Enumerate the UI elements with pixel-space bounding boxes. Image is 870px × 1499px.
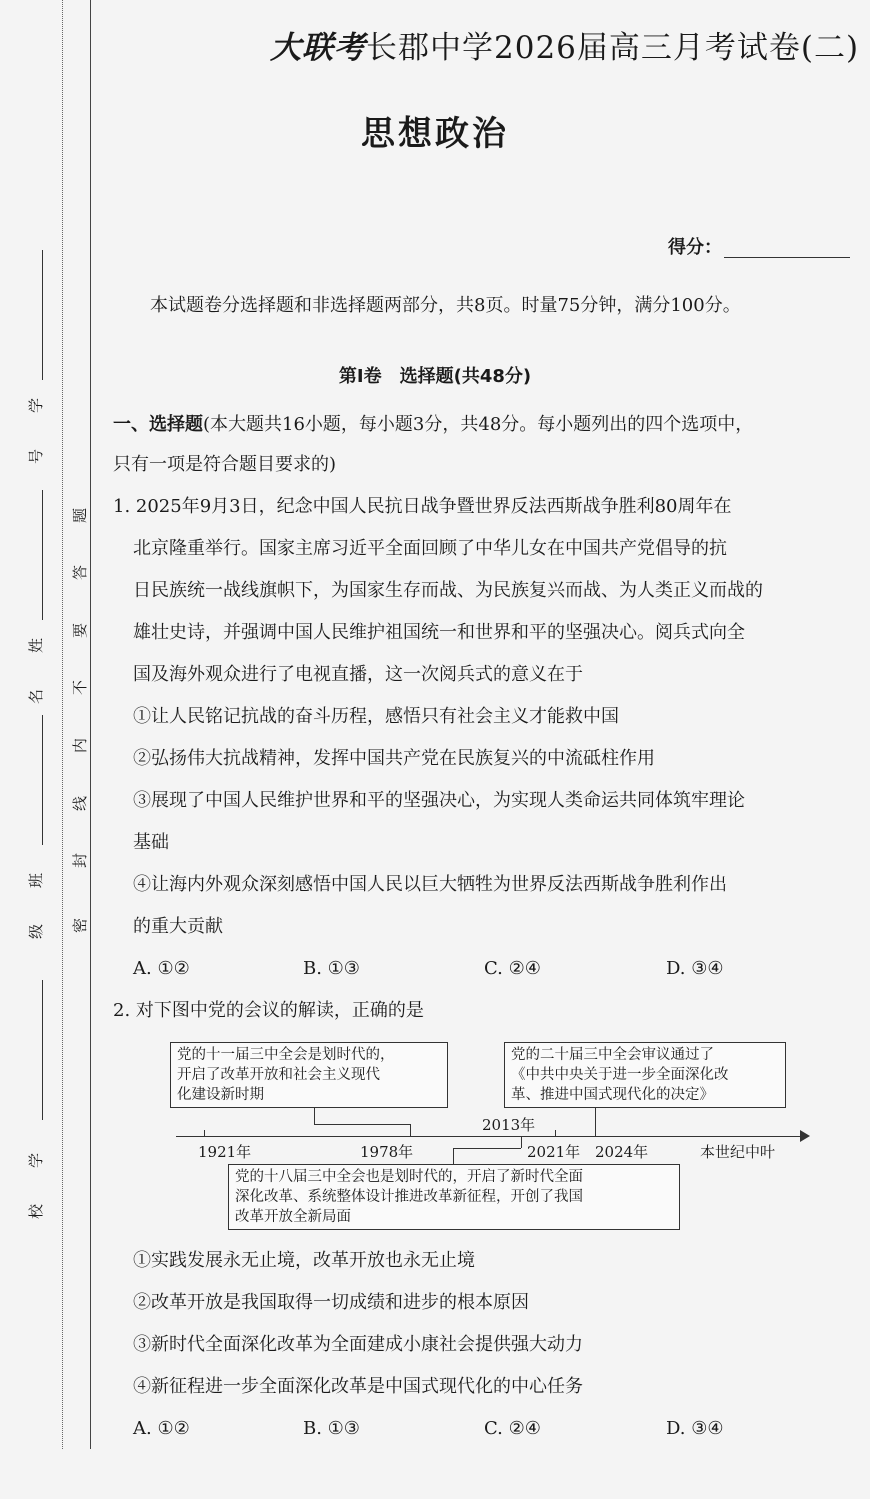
q1-item-2: ②弘扬伟大抗战精神，发挥中国共产党在民族复兴的中流砥柱作用 <box>133 748 655 769</box>
q2-option-b[interactable]: B. ①③ <box>303 1418 360 1439</box>
year-1978: 1978年 <box>360 1143 414 1161</box>
q2-option-d[interactable]: D. ③④ <box>666 1418 724 1439</box>
q2-option-c[interactable]: C. ②④ <box>484 1418 541 1439</box>
part-label: 一、选择题 <box>113 414 203 435</box>
student-id-line <box>42 250 43 380</box>
exam-title <box>270 22 859 67</box>
q1-option-c[interactable]: C. ②④ <box>484 958 541 979</box>
timeline-box-2024: 党的二十届三中全会审议通过了 《中共中央关于进一步全面深化改 革、推进中国式现代化的决定》 <box>504 1042 786 1108</box>
seal-char-1: 密 <box>71 917 90 934</box>
q2-item-1: ①实践发展永无止境，改革开放也永无止境 <box>133 1250 475 1271</box>
part-desc-1: (本大题共16小题，每小题3分，共48分。每小题列出的四个选项中， <box>203 414 754 435</box>
q1-item-1: ①让人民铭记抗战的奋斗历程，感悟只有社会主义才能救中国 <box>133 706 619 727</box>
q1-item-4: ④让海内外观众深刻感悟中国人民以巨大牺牲为世界反法西斯战争胜利作出 <box>133 874 727 895</box>
q1-option-d[interactable]: D. ③④ <box>666 958 724 979</box>
connector <box>314 1124 410 1125</box>
q1-stem-line: 北京隆重举行。国家主席习近平全面回顾了中华儿女在中国共产党倡导的抗 <box>133 538 727 559</box>
dotted-cut-line <box>62 0 63 1449</box>
class-line <box>42 715 43 845</box>
class-label: 班 级 <box>27 872 46 940</box>
connector <box>453 1148 521 1149</box>
year-2013: 2013年 <box>482 1116 536 1134</box>
year-tick <box>555 1130 556 1136</box>
exam-title-text: 长郡中学2026届高三月考试卷(二) <box>366 30 860 66</box>
year-mid-century: 本世纪中叶 <box>700 1143 776 1161</box>
q1-stem-line: 日民族统一战线旗帜下，为国家生存而战、为民族复兴而战、为人类正义而战的 <box>133 580 763 601</box>
margin-border-line <box>90 0 91 1449</box>
year-2021: 2021年 <box>527 1143 581 1161</box>
score-label: 得分： <box>668 237 722 258</box>
q1-item-3: ③展现了中国人民维护世界和平的坚强决心，为实现人类命运共同体筑牢理论 <box>133 790 745 811</box>
timeline-axis <box>176 1136 802 1137</box>
year-2024: 2024年 <box>595 1143 649 1161</box>
arrow-head-icon <box>800 1130 810 1142</box>
q2-item-4: ④新征程进一步全面深化改革是中国式现代化的中心任务 <box>133 1376 583 1397</box>
seal-char-7: 答 <box>71 564 90 581</box>
timeline-box-1978: 党的十一届三中全会是划时代的， 开启了改革开放和社会主义现代 化建设新时期 <box>170 1042 448 1108</box>
q1-option-a[interactable]: A. ①② <box>133 958 190 979</box>
seal-char-2: 封 <box>71 852 90 869</box>
part-desc-2: 只有一项是符合题目要求的) <box>113 454 337 475</box>
school-label: 学 校 <box>27 1152 46 1220</box>
q1-stem-line: 雄壮史诗，并强调中国人民维护祖国统一和世界和平的坚强决心。阅兵式向全 <box>133 622 745 643</box>
name-line <box>42 490 43 620</box>
seal-char-6: 要 <box>71 622 90 639</box>
year-tick <box>204 1130 205 1136</box>
q2-option-a[interactable]: A. ①② <box>133 1418 190 1439</box>
connector <box>595 1108 596 1136</box>
exam-intro: 本试题卷分选择题和非选择题两部分，共8页。时量75分钟，满分100分。 <box>150 295 741 316</box>
connector <box>410 1124 411 1136</box>
q2-item-2: ②改革开放是我国取得一切成绩和进步的根本原因 <box>133 1292 529 1313</box>
connector <box>314 1108 315 1124</box>
name-label: 姓 名 <box>27 637 46 705</box>
seal-char-8: 题 <box>71 507 90 524</box>
q1-stem-line: 国及海外观众进行了电视直播，这一次阅兵式的意义在于 <box>133 664 583 685</box>
q1-item-3-cont: 基础 <box>133 832 169 853</box>
connector <box>521 1136 522 1148</box>
connector <box>453 1148 454 1164</box>
timeline-box-2013: 党的十八届三中全会也是划时代的，开启了新时代全面 深化改革、系统整体设计推进改革新征程，开创了我国 改革开放全新局面 <box>228 1164 680 1230</box>
seal-char-5: 不 <box>71 679 90 696</box>
section-instructions <box>113 413 753 437</box>
year-1921: 1921年 <box>198 1143 252 1161</box>
score-blank[interactable] <box>724 257 850 258</box>
q2-item-3: ③新时代全面深化改革为全面建成小康社会提供强大动力 <box>133 1334 583 1355</box>
q2-stem: 2. 对下图中党的会议的解读，正确的是 <box>113 1000 424 1021</box>
q1-option-b[interactable]: B. ①③ <box>303 958 360 979</box>
seal-char-3: 线 <box>71 795 90 812</box>
school-line <box>42 980 43 1120</box>
brand-name: 大联考 <box>270 30 366 66</box>
q1-stem-line: 1. 2025年9月3日，纪念中国人民抗日战争暨世界反法西斯战争胜利80周年在 <box>113 496 732 517</box>
subject-title: 思想政治 <box>361 114 509 154</box>
seal-char-4: 内 <box>71 737 90 754</box>
q1-item-4-cont: 的重大贡献 <box>133 916 223 937</box>
student-id-label: 学 号 <box>27 397 46 465</box>
section-title: 第Ⅰ卷 选择题(共48分) <box>338 366 532 387</box>
